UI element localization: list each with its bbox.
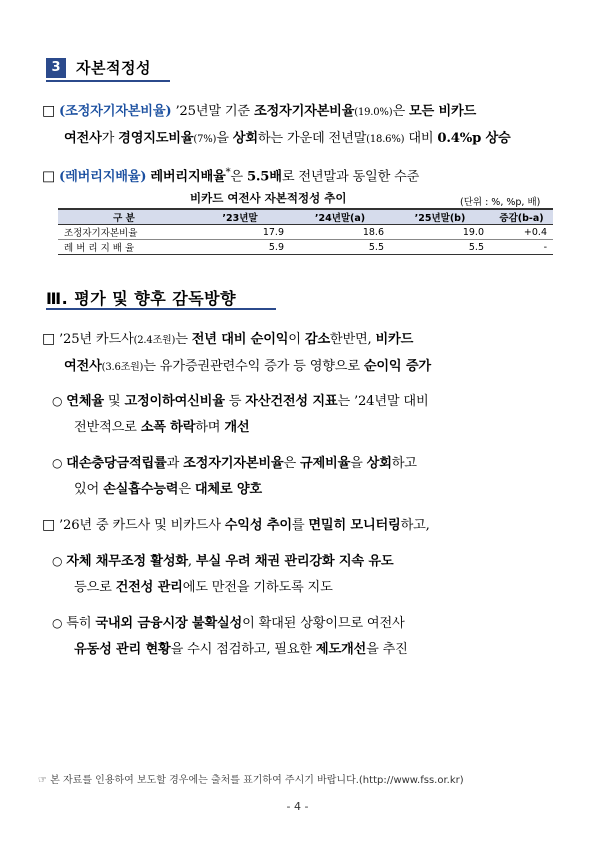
paragraph-monitoring — [42, 512, 562, 539]
table-cell: 17.9 — [190, 225, 290, 240]
table-header-cell: 증감(b-a) — [490, 209, 553, 225]
text-span: 여전사 — [64, 131, 102, 146]
text-span: 개선 — [224, 420, 250, 435]
text-span: 수익성 추이 — [224, 518, 292, 533]
text-span: 소폭 하락 — [140, 420, 196, 435]
text-span: 이 확대된 상황이므로 여전사 — [242, 616, 405, 631]
text-span: 여전사 — [64, 359, 102, 374]
text-span: 5.5배 — [246, 169, 282, 185]
text-span: 손실흡수능력 — [103, 482, 179, 497]
text-span: (3.6조원) — [101, 362, 144, 373]
circle-bullet-icon: ○ — [52, 394, 63, 408]
table-header-row — [58, 209, 553, 225]
square-bullet-icon: □ — [42, 103, 56, 119]
table-row — [58, 240, 553, 255]
text-span: (2.4조원) — [133, 335, 176, 346]
text-span: 을 추진 — [366, 642, 408, 657]
text-span: 에도 만전을 기하도록 지도 — [182, 580, 333, 595]
section-iii-title: Ⅲ. 평가 및 향후 감독방향 — [46, 289, 237, 308]
text-span: 상회 — [366, 456, 392, 471]
text-span: 순이익 증가 — [363, 359, 431, 374]
text-span: 가 — [101, 131, 119, 146]
text-span: 규제비율 — [299, 456, 351, 471]
table-cell: 18.6 — [290, 225, 390, 240]
text-span: 은 — [283, 456, 300, 471]
square-bullet-icon: □ — [42, 168, 56, 185]
text-span: 조정자기자본비율 — [183, 456, 284, 471]
text-span: (18.6%) — [366, 134, 405, 145]
table-cell: 5.9 — [190, 240, 290, 255]
text-span: 한반면, — [329, 332, 376, 347]
text-span: 대체로 양호 — [194, 482, 262, 497]
table-unit: (단위 : %, %p, 배) — [460, 197, 541, 208]
text-span: 이 — [288, 332, 305, 347]
circle-bullet-icon: ○ — [52, 616, 63, 630]
text-span: 자산건전성 지표 — [245, 394, 338, 409]
text-span: 하고, — [400, 518, 430, 533]
table-cell: 조정자기자본비율 — [58, 225, 190, 240]
circle-bullet-icon: ○ — [52, 456, 63, 470]
text-span: 고정이하여신비율 — [124, 394, 225, 409]
text-span: (19.0%) — [354, 107, 393, 118]
text-span: 하고 — [391, 456, 417, 471]
text-span: 비카드 — [375, 332, 414, 347]
table-cell: +0.4 — [490, 225, 553, 240]
text-span: 제도개선 — [315, 642, 367, 657]
paragraph-loss-absorption — [52, 450, 562, 503]
paragraph-capital-ratio — [42, 98, 562, 153]
text-span: 을 — [216, 131, 233, 146]
table-cell: - — [490, 240, 553, 255]
table-title: 비카드 여전사 자본적정성 추이 — [190, 191, 347, 205]
text-span: 하는 가운데 전년말 — [257, 131, 367, 146]
paragraph-leverage — [42, 160, 562, 190]
text-span: 을 — [350, 456, 367, 471]
text-span: 전반적으로 — [74, 420, 141, 435]
pointing-hand-icon: ☞ — [38, 775, 47, 786]
paragraph-debt-adjustment — [52, 548, 562, 601]
text-span: 국내외 금융시장 불확실성 — [95, 616, 243, 631]
table-row — [58, 225, 553, 240]
table-header-cell: ’24년말(a) — [290, 209, 390, 225]
text-span: 하며 — [195, 420, 225, 435]
paragraph-label: (조정자기자본비율) — [59, 104, 172, 119]
footer-link[interactable]: (http://www.fss.or.kr) — [358, 775, 464, 786]
paragraph-asset-soundness — [52, 388, 562, 441]
text-span: 감소 — [304, 332, 330, 347]
table-header-cell: 구 분 — [58, 209, 190, 225]
text-span: 는 유가증권관련수익 증가 등 영향으로 — [143, 359, 364, 374]
text-span: 연체율 — [66, 394, 104, 409]
paragraph-liquidity — [52, 610, 562, 663]
table-header-cell: ’25년말(b) — [390, 209, 490, 225]
text-span: 경영지도비율 — [118, 131, 194, 146]
text-span: 0.4%p 상승 — [437, 131, 511, 146]
footer-note — [38, 771, 464, 786]
text-span: 등으로 — [74, 580, 116, 595]
page-number: - 4 - — [286, 800, 309, 813]
table-cell: 레 버 리 지 배 율 — [58, 240, 190, 255]
text-span: 를 — [291, 518, 309, 533]
square-bullet-icon: □ — [42, 331, 56, 347]
square-bullet-icon: □ — [42, 517, 56, 533]
paragraph-label: (레버리지배율) — [59, 169, 147, 185]
text-span: 자체 채무조정 활성화 — [66, 554, 188, 569]
footer-text: 본 자료를 인용하여 보도할 경우에는 출처를 표기하여 주시기 바랍니다. — [50, 775, 359, 786]
text-span: 는 ’24년말 대비 — [337, 394, 429, 409]
text-span: 을 수시 점검하고, 필요한 — [170, 642, 316, 657]
section-title: 자본적정성 — [76, 59, 151, 77]
text-span: 건전성 관리 — [115, 580, 183, 595]
text-span: 은 — [230, 169, 247, 185]
text-span: 레버리지배율 — [150, 169, 226, 185]
text-span: 면밀히 모니터링 — [308, 518, 401, 533]
text-span: 상회 — [232, 131, 258, 146]
text-span: 전년 대비 순이익 — [191, 332, 289, 347]
table-cell: 5.5 — [390, 240, 490, 255]
section-underline — [46, 80, 170, 82]
text-span: ’26년 중 카드사 및 비카드사 — [59, 518, 225, 533]
text-span: 는 — [175, 332, 192, 347]
text-span: 대손충당금적립률 — [66, 456, 167, 471]
footnote-marker: * — [225, 167, 231, 178]
text-span: ’25년 카드사 — [59, 332, 134, 347]
text-span: 조정자기자본비율 — [253, 104, 355, 119]
text-span: 모든 비카드 — [408, 104, 477, 119]
section-underline — [46, 308, 276, 310]
text-span: 유동성 관리 현황 — [74, 642, 171, 657]
text-span: , — [187, 554, 196, 569]
text-span: 대비 — [404, 131, 438, 146]
text-span: 과 — [166, 456, 184, 471]
table-cell: 5.5 — [290, 240, 390, 255]
section-number-badge: 3 — [46, 58, 66, 78]
text-span: 있어 — [74, 482, 104, 497]
text-span: 은 — [178, 482, 195, 497]
text-span: (7%) — [193, 134, 217, 145]
table-header-cell: ’23년말 — [190, 209, 290, 225]
text-span: 부실 우려 채권 관리강화 지속 유도 — [195, 554, 394, 569]
text-span: 은 — [392, 104, 409, 119]
text-span: 특히 — [66, 616, 96, 631]
text-span: 및 — [103, 394, 125, 409]
text-span: 등 — [224, 394, 246, 409]
text-span: 로 전년말과 동일한 수준 — [281, 169, 420, 185]
circle-bullet-icon: ○ — [52, 554, 63, 568]
table-cell: 19.0 — [390, 225, 490, 240]
text-span: ’25년말 기준 — [175, 104, 254, 119]
capital-adequacy-table — [58, 208, 553, 255]
paragraph-net-income — [42, 326, 562, 381]
